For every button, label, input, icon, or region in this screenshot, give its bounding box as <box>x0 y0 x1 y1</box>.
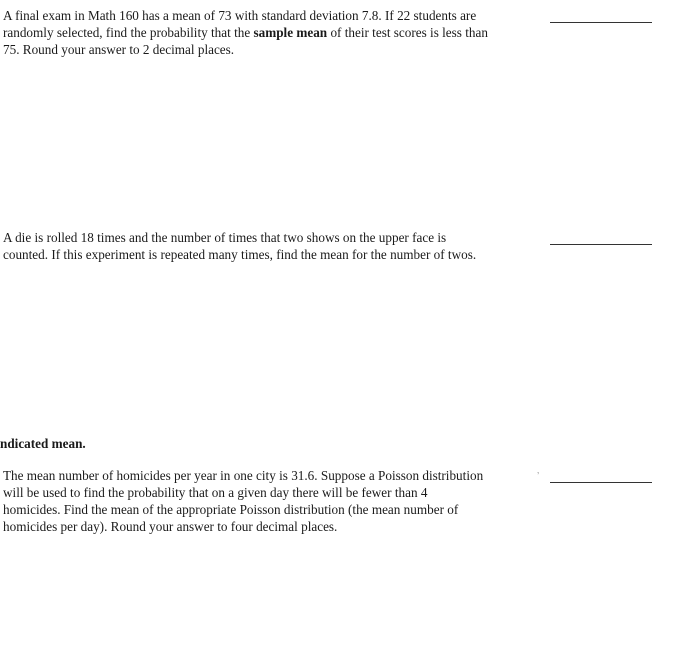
problem-1-text <box>3 7 533 58</box>
problem-2-text <box>3 229 533 263</box>
faint-mark-3: ’ <box>537 471 540 482</box>
problem-1-line-1: A final exam in Math 160 has a mean of 73 with standard deviation 7.8. If 22 students are <box>3 8 477 23</box>
section-heading: ndicated mean. <box>0 436 86 451</box>
problem-3-text <box>3 467 533 535</box>
problem-3-line-2: will be used to find the probability that on a given day there will be fewer than 4 <box>3 485 428 500</box>
answer-blank-1[interactable] <box>550 22 652 23</box>
sample-mean-emphasis: sample mean <box>253 25 328 40</box>
problem-3-line-3: homicides. Find the mean of the appropriate Poisson distribution (the mean number of <box>3 502 459 517</box>
problem-2-line-1: A die is rolled 18 times and the number of times that two shows on the upper face is <box>3 230 447 245</box>
answer-blank-2[interactable] <box>550 244 652 245</box>
problem-3-line-1: The mean number of homicides per year in one city is 31.6. Suppose a Poisson distribution <box>3 468 484 483</box>
problem-1-line-3: 75. Round your answer to 2 decimal places. <box>3 42 235 57</box>
problem-1-line-2-end: of their test scores is less than <box>327 25 488 40</box>
problem-2-line-2: counted. If this experiment is repeated many times, find the mean for the number of twos. <box>3 247 477 262</box>
answer-blank-3[interactable] <box>550 482 652 483</box>
problem-3-line-4: homicides per day). Round your answer to four decimal places. <box>3 519 338 534</box>
problem-1-line-2 <box>3 24 533 41</box>
problem-1-line-2-start: randomly selected, find the probability that the <box>3 25 254 40</box>
